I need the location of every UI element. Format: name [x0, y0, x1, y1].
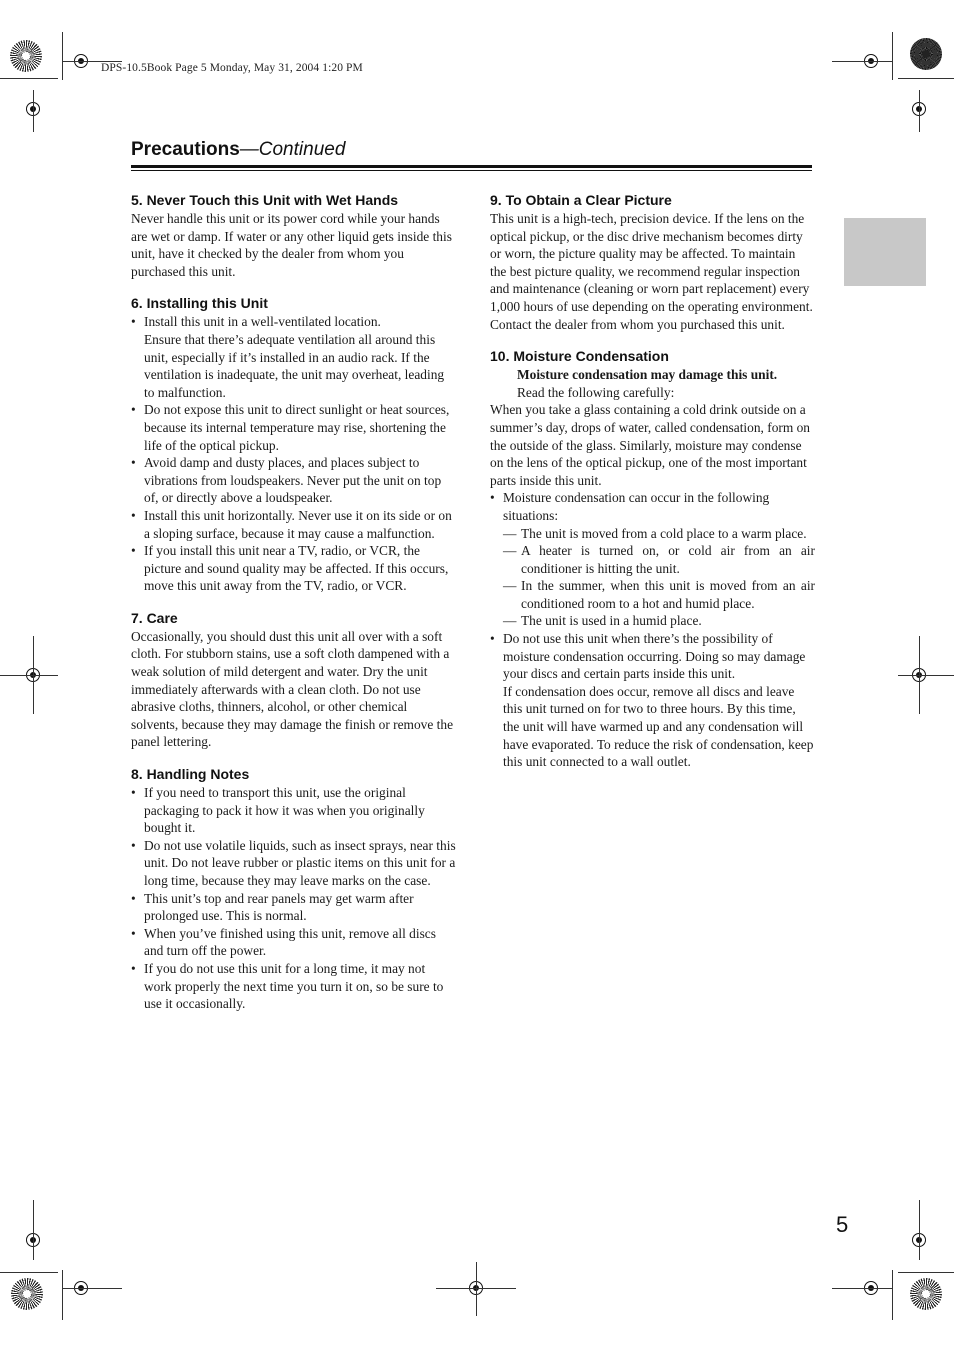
crop-line	[919, 90, 920, 132]
section-8	[131, 765, 456, 1013]
list-item: • Avoid damp and dusty places, and places subject to vibrations from loudspeakers. Never put the unit on top of, or directly above a loudspeaker.	[131, 454, 456, 507]
dash-item: — In the summer, when this unit is moved from an air conditioned room to a hot and humid place.	[503, 577, 815, 612]
list-item	[490, 630, 815, 771]
list-item-text: If condensation does occur, remove all discs and leave this unit turned on for two to three hours. By this time, the unit will have warmed up and any condensation will have evaporated. To reduce the risk of condensation, keep this unit connected to a wall outlet.	[503, 683, 814, 770]
page-title: Precautions	[131, 139, 240, 160]
section-6	[131, 294, 456, 595]
left-column	[131, 191, 456, 1027]
crop-line	[62, 1270, 63, 1320]
list-item: • Install this unit horizontally. Never use it on its side or on a sloping surface, because it may cause a malfunction.	[131, 507, 456, 542]
header-rule-thin	[131, 170, 812, 171]
print-slug: DPS-10.5Book Page 5 Monday, May 31, 2004 1:20 PM	[101, 62, 363, 74]
crop-line	[33, 636, 34, 714]
paragraph: When you take a glass containing a cold drink outside on a summer’s day, drops of water, called condensation, form on the outside of the glass. Similarly, moisture may condense on the lens of the optical pickup, one of the most important parts inside this unit.	[490, 402, 811, 488]
list-item: • Do not expose this unit to direct sunlight or heat sources, because its internal temperature may rise, shortening the life of the optical pickup.	[131, 401, 456, 454]
registration-mark-bottom-right	[910, 1278, 942, 1310]
list-item-text: • Install this unit in a well-ventilated location.	[144, 314, 381, 330]
header-rule	[131, 165, 812, 168]
section-title: 6. Installing this Unit	[131, 295, 268, 312]
section-title: 7. Care	[131, 609, 178, 626]
section-title: 9. To Obtain a Clear Picture	[490, 192, 672, 208]
registration-mark-top-left	[10, 40, 42, 72]
list-item: • If you do not use this unit for a long time, it may not work properly the next time you turn it on, so be sure to use it occasionally.	[131, 960, 456, 1013]
section-5	[131, 191, 456, 280]
list-item: • If you need to transport this unit, use the original packaging to pack it how it was when you originally bought it.	[131, 784, 456, 837]
read-note: Read the following carefully:	[517, 384, 675, 400]
bullet-list	[131, 313, 456, 595]
paragraph: Occasionally, you should dust this unit all over with a soft cloth. For stubborn stains, use a soft cloth dampened with a weak solution of mild detergent and water. Dry the unit immediately afterwards with a clean cloth. Do not use abrasive cloths, thinners, alcohol, or other chemical solvents, because they may damage the finish or remove the panel lettering.	[131, 628, 454, 750]
list-item	[490, 489, 815, 630]
section-9	[490, 191, 815, 333]
section-tab	[844, 218, 926, 286]
crop-line	[0, 675, 58, 676]
list-item-text: • Do not use this unit when there’s the possibility of moisture condensation occurring. Doing so may damage your discs and certain parts inside this unit.	[503, 631, 806, 682]
section-title: 10. Moisture Condensation	[490, 348, 669, 365]
crop-line	[898, 78, 954, 79]
crop-line	[898, 675, 954, 676]
page-title-continued: —Continued	[239, 139, 346, 160]
crop-line	[832, 61, 892, 62]
crop-line	[33, 1200, 34, 1260]
list-item: • If you install this unit near a TV, radio, or VCR, the picture and sound quality may be affected. If this occurs, move this unit away from the TV, radio, or VCR.	[131, 542, 456, 595]
list-item-text: • Moisture condensation can occur in the following situations:	[503, 490, 770, 523]
section-10	[490, 347, 815, 771]
dash-item: — The unit is moved from a cold place to a warm place.	[503, 525, 815, 543]
bullet-list	[490, 489, 815, 771]
crop-line	[832, 1288, 892, 1289]
warning-note: Moisture condensation may damage this unit.	[517, 367, 778, 383]
paragraph: This unit is a high-tech, precision device. If the lens on the optical pickup, or the disc drive mechanism becomes dirty or worn, the picture quality may be affected. To maintain the best picture quality, we recommend regular inspection and maintenance (cleaning or worn part replacement) every 1,000 hours of use depending on the operating environment. Contact the dealer from whom you purchased this unit.	[490, 211, 813, 332]
list-item: • This unit’s top and rear panels may get warm after prolonged use. This is normal.	[131, 890, 456, 925]
page-header	[131, 139, 812, 161]
right-column	[490, 191, 815, 785]
crop-line	[919, 1200, 920, 1260]
list-item: • When you’ve finished using this unit, remove all discs and turn off the power.	[131, 925, 456, 960]
crop-line	[898, 1272, 954, 1273]
section-title: 8. Handling Notes	[131, 766, 250, 783]
dash-item: — A heater is turned on, or cold air from an air conditioner is hitting the unit.	[503, 542, 815, 577]
crop-line	[62, 1288, 122, 1289]
section-title: 5. Never Touch this Unit with Wet Hands	[131, 192, 399, 208]
dash-list	[503, 525, 815, 631]
paragraph: Never handle this unit or its power cord while your hands are wet or damp. If water or any other liquid gets inside this unit, have it checked by the dealer from whom you purchased this unit.	[131, 211, 452, 279]
page-number: 5	[836, 1212, 849, 1237]
list-item-text: Ensure that there’s adequate ventilation all around this unit, especially if it’s installed in an audio rack. If the ventilation is inadequate, the unit may overheat, leading to malfunction.	[144, 331, 445, 400]
dash-item: — The unit is used in a humid place.	[503, 612, 815, 630]
registration-mark-bottom-left	[11, 1278, 43, 1310]
list-item: • Do not use volatile liquids, such as insect sprays, near this unit. Do not leave rubber or plastic items on this unit for a long time, because they may leave marks on the case.	[131, 837, 456, 890]
section-7	[131, 609, 456, 751]
list-item	[131, 313, 456, 401]
bullet-list	[131, 784, 456, 1013]
crop-line	[33, 90, 34, 132]
crop-line	[476, 1262, 477, 1316]
crop-line	[0, 78, 58, 79]
crop-line	[892, 1270, 893, 1320]
crop-line	[62, 32, 63, 80]
crop-line	[919, 636, 920, 714]
crop-line	[0, 1272, 58, 1273]
crop-line	[892, 32, 893, 80]
registration-mark-top-right	[910, 38, 942, 70]
